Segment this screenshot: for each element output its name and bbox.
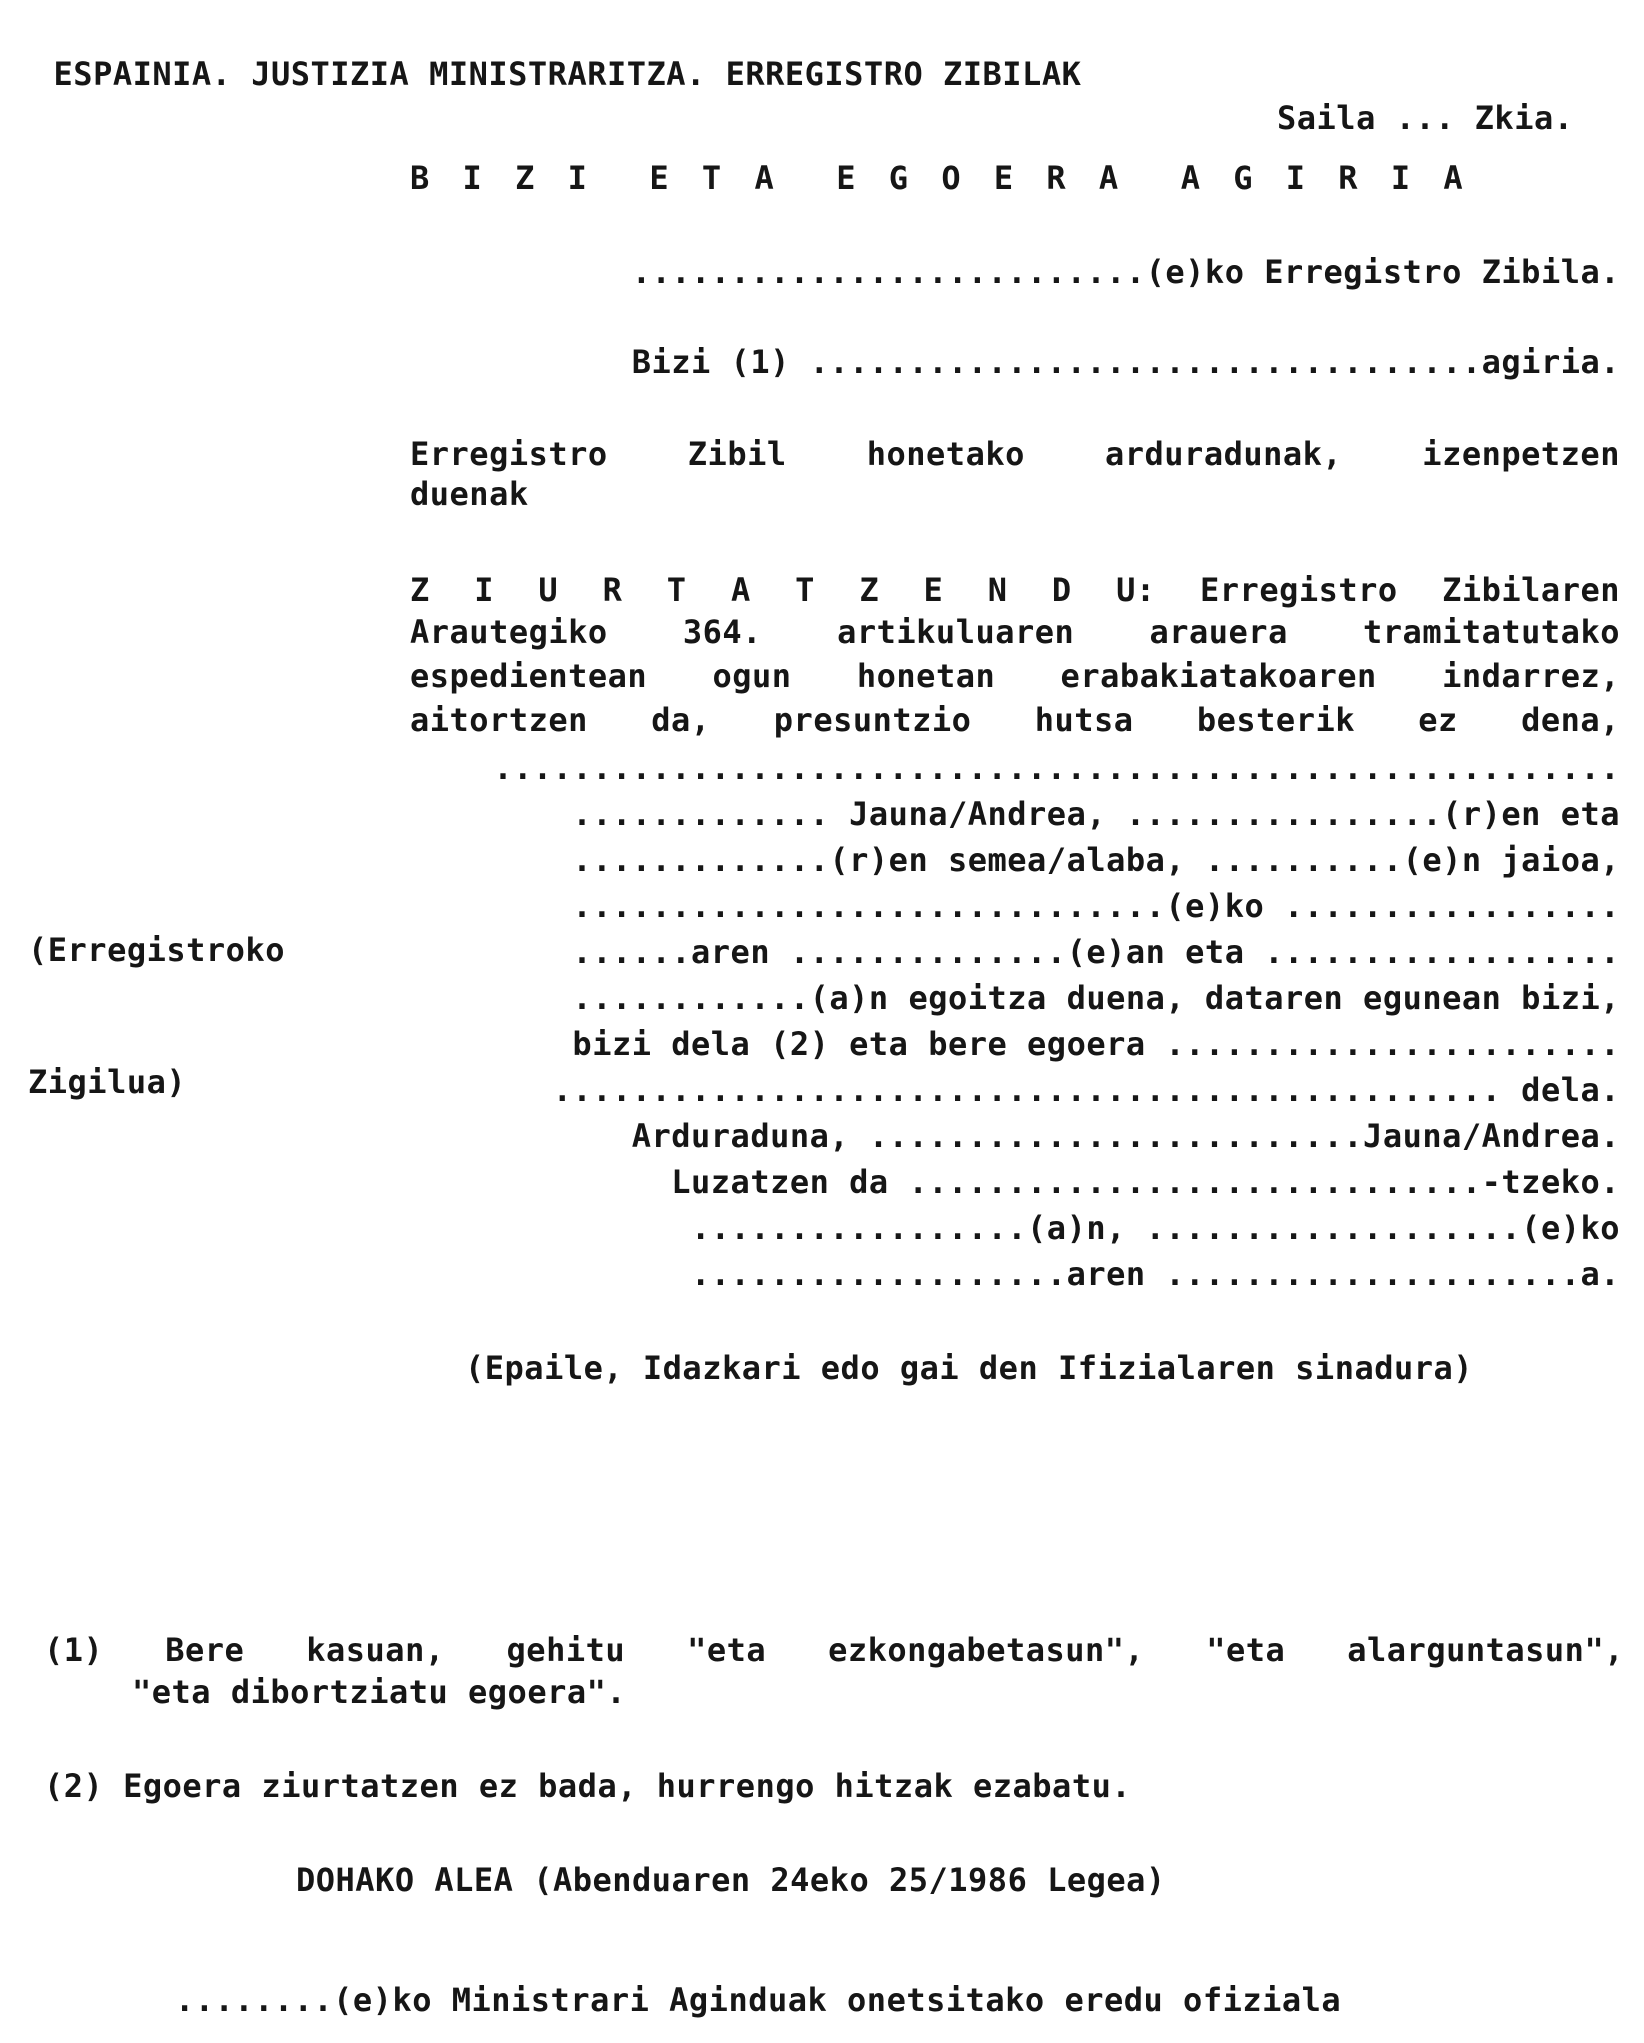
free-copy-notice: DOHAKO ALEA (Abenduaren 24eko 25/1986 Legea) bbox=[296, 1861, 1166, 1899]
word: erabakiatakoaren bbox=[1060, 657, 1377, 695]
word: alarguntasun", bbox=[1347, 1631, 1624, 1669]
seal-label-line: Zigilua) bbox=[28, 1063, 187, 1101]
word: espedientean bbox=[410, 657, 648, 695]
footer-official-model: ........(e)ko Ministrari Aginduak onetsitako eredu ofiziala bbox=[175, 1981, 1342, 2019]
form-line: ...................aren .....................a. bbox=[691, 1255, 1620, 1293]
form-line: ................................................ dela. bbox=[552, 1071, 1620, 1109]
word: da, bbox=[651, 701, 711, 739]
word: kasuan, bbox=[306, 1631, 445, 1669]
letter: D bbox=[1051, 571, 1072, 609]
form-line: Arduraduna, .........................Jauna/Andrea. bbox=[631, 1117, 1620, 1155]
word: honetan bbox=[856, 657, 996, 695]
letter: E bbox=[923, 571, 944, 609]
word: dena, bbox=[1521, 701, 1620, 739]
letter: I bbox=[474, 571, 494, 609]
word: izenpetzen bbox=[1422, 435, 1620, 473]
letter: R bbox=[602, 571, 623, 609]
word: Zibil bbox=[687, 435, 787, 473]
certifies-line-2 bbox=[410, 612, 1620, 652]
document-header bbox=[14, 8, 1614, 137]
word: arduradunak, bbox=[1104, 435, 1343, 473]
form-line: ..............................(e)ko ................. bbox=[572, 887, 1620, 925]
form-line: bizi dela (2) eta bere egoera ....................... bbox=[572, 1025, 1620, 1063]
header-ministry: ESPAINIA. JUSTIZIA MINISTRARITZA. ERREGISTRO ZIBILAK bbox=[53, 55, 1082, 93]
responsible-line-1 bbox=[410, 434, 1620, 474]
form-line: .............(r)en semea/alaba, ..........(e)n jaioa, bbox=[572, 841, 1620, 879]
registry-line: ..........................(e)ko Erregistro Zibila. bbox=[631, 253, 1620, 291]
letter: T bbox=[795, 571, 815, 609]
word: ogun bbox=[712, 657, 792, 695]
letter: U bbox=[538, 571, 559, 609]
word: Arautegiko bbox=[410, 613, 608, 651]
note-1-line-2: "eta dibortziatu egoera". bbox=[132, 1673, 627, 1711]
form-line: .................(a)n, ...................(e)ko bbox=[691, 1209, 1620, 1247]
letter: Z bbox=[410, 571, 430, 609]
letter: Z bbox=[859, 571, 880, 609]
word: ezkongabetasun", bbox=[828, 1631, 1145, 1669]
word: indarrez, bbox=[1442, 657, 1620, 695]
form-line: Luzatzen da .............................-tzeko. bbox=[671, 1163, 1620, 1201]
letter: U: bbox=[1116, 571, 1156, 609]
word: Erregistro bbox=[1200, 571, 1398, 609]
word: "eta bbox=[1206, 1631, 1286, 1669]
form-line: ............(a)n egoitza duena, dataren egunean bizi, bbox=[572, 979, 1620, 1017]
note-2: (2) Egoera ziurtatzen ez bada, hurrengo hitzak ezabatu. bbox=[44, 1767, 1132, 1805]
word: ez bbox=[1418, 701, 1458, 739]
note-1-line-1 bbox=[44, 1628, 1624, 1672]
word: presuntzio bbox=[773, 701, 972, 739]
certifies-line-1 bbox=[410, 570, 1620, 610]
form-line: ............. Jauna/Andrea, ................(r)en eta bbox=[572, 795, 1620, 833]
word: Erregistro bbox=[410, 435, 608, 473]
word: artikuluaren bbox=[837, 613, 1075, 651]
word: (1) bbox=[44, 1631, 104, 1669]
word: "eta bbox=[687, 1631, 767, 1669]
word: tramitatutako bbox=[1363, 613, 1620, 651]
header-section-number: Saila ... Zkia. bbox=[1277, 99, 1574, 137]
word: honetako bbox=[866, 435, 1025, 473]
certifies-line-3 bbox=[410, 656, 1620, 696]
word: hutsa bbox=[1034, 701, 1134, 739]
word: besterik bbox=[1196, 701, 1355, 739]
certifies-line-4 bbox=[410, 700, 1620, 740]
word: aitortzen bbox=[410, 701, 588, 739]
letter: T bbox=[666, 571, 687, 609]
letter: A bbox=[730, 571, 751, 609]
seal-label-line: (Erregistroko bbox=[28, 931, 285, 969]
form-line: ......aren ..............(e)an eta .................. bbox=[572, 933, 1620, 971]
signature-label: (Epaile, Idazkari edo gai den Ifizialaren sinadura) bbox=[465, 1349, 1474, 1387]
letter: N bbox=[987, 571, 1008, 609]
seal-label bbox=[28, 840, 285, 1148]
word: 364. bbox=[682, 613, 762, 651]
word: gehitu bbox=[506, 1631, 626, 1669]
bizi-line: Bizi (1) ..................................agiria. bbox=[631, 343, 1620, 381]
word: Zibilaren bbox=[1442, 571, 1620, 609]
form-line: ......................................................... bbox=[493, 749, 1620, 787]
document-title: B I Z I E T A E G O E R A A G I R I A bbox=[410, 159, 1467, 197]
word: arauera bbox=[1149, 613, 1288, 651]
responsible-line-2: duenak bbox=[410, 475, 529, 513]
word: Bere bbox=[165, 1631, 245, 1669]
